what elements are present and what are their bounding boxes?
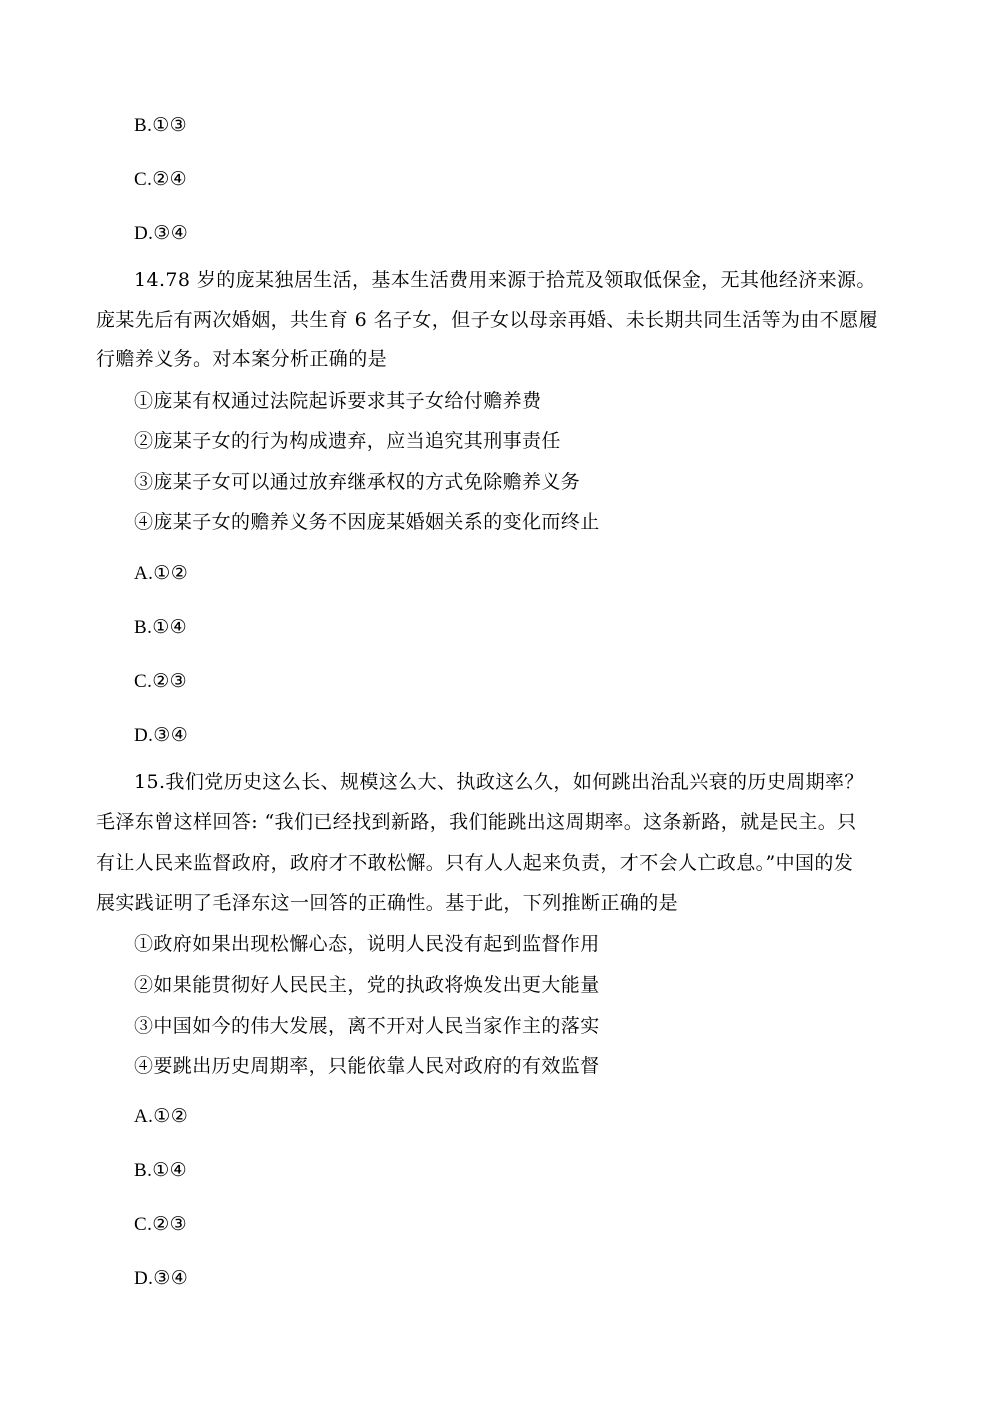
q14-option-d: D.③④ [134, 725, 189, 746]
q15-stem-line-3: 有让人民来监督政府，政府才不敢松懈。只有人人起来负责，才不会人亡政息。”中国的发 [96, 852, 854, 874]
q15-option-b: B.①④ [134, 1160, 188, 1181]
q15-statement-3: ③中国如今的伟大发展，离不开对人民当家作主的落实 [134, 1015, 600, 1037]
q14-option-a: A.①② [134, 563, 189, 584]
q15-statement-4: ④要跳出历史周期率，只能依靠人民对政府的有效监督 [134, 1055, 600, 1077]
q15-stem-line-1: 15.我们党历史这么长、规模这么大、执政这么久，如何跳出治乱兴衰的历史周期率？ [134, 771, 864, 793]
prev-option-d: D.③④ [134, 223, 189, 244]
q15-stem-line-2: 毛泽东曾这样回答: “我们已经找到新路，我们能跳出这周期率。这条新路，就是民主。只 [96, 811, 857, 833]
q14-stem-line-2: 庞某先后有两次婚姻，共生育 6 名子女，但子女以母亲再婚、未长期共同生活等为由不愿履 [96, 309, 878, 331]
q14-statement-2: ②庞某子女的行为构成遗弃，应当追究其刑事责任 [134, 430, 561, 452]
q14-stem-line-1: 14.78 岁的庞某独居生活，基本生活费用来源于拾荒及领取低保金，无其他经济来源。 [134, 269, 876, 291]
q14-statement-1: ①庞某有权通过法院起诉要求其子女给付赡养费 [134, 390, 542, 412]
q14-option-b: B.①④ [134, 617, 188, 638]
q15-option-c: C.②③ [134, 1214, 188, 1235]
q14-option-c: C.②③ [134, 671, 188, 692]
q15-statement-1: ①政府如果出现松懈心态，说明人民没有起到监督作用 [134, 933, 600, 955]
q14-statement-4: ④庞某子女的赡养义务不因庞某婚姻关系的变化而终止 [134, 511, 600, 533]
q15-option-a: A.①② [134, 1106, 189, 1127]
q15-option-d: D.③④ [134, 1268, 189, 1289]
q14-statement-3: ③庞某子女可以通过放弃继承权的方式免除赡养义务 [134, 471, 581, 493]
prev-option-c: C.②④ [134, 169, 188, 190]
q14-stem-line-3: 行赡养义务。对本案分析正确的是 [96, 348, 388, 370]
q15-stem-line-4: 展实践证明了毛泽东这一回答的正确性。基于此，下列推断正确的是 [96, 892, 679, 914]
prev-option-b: B.①③ [134, 115, 188, 136]
q15-statement-2: ②如果能贯彻好人民民主，党的执政将焕发出更大能量 [134, 974, 600, 996]
